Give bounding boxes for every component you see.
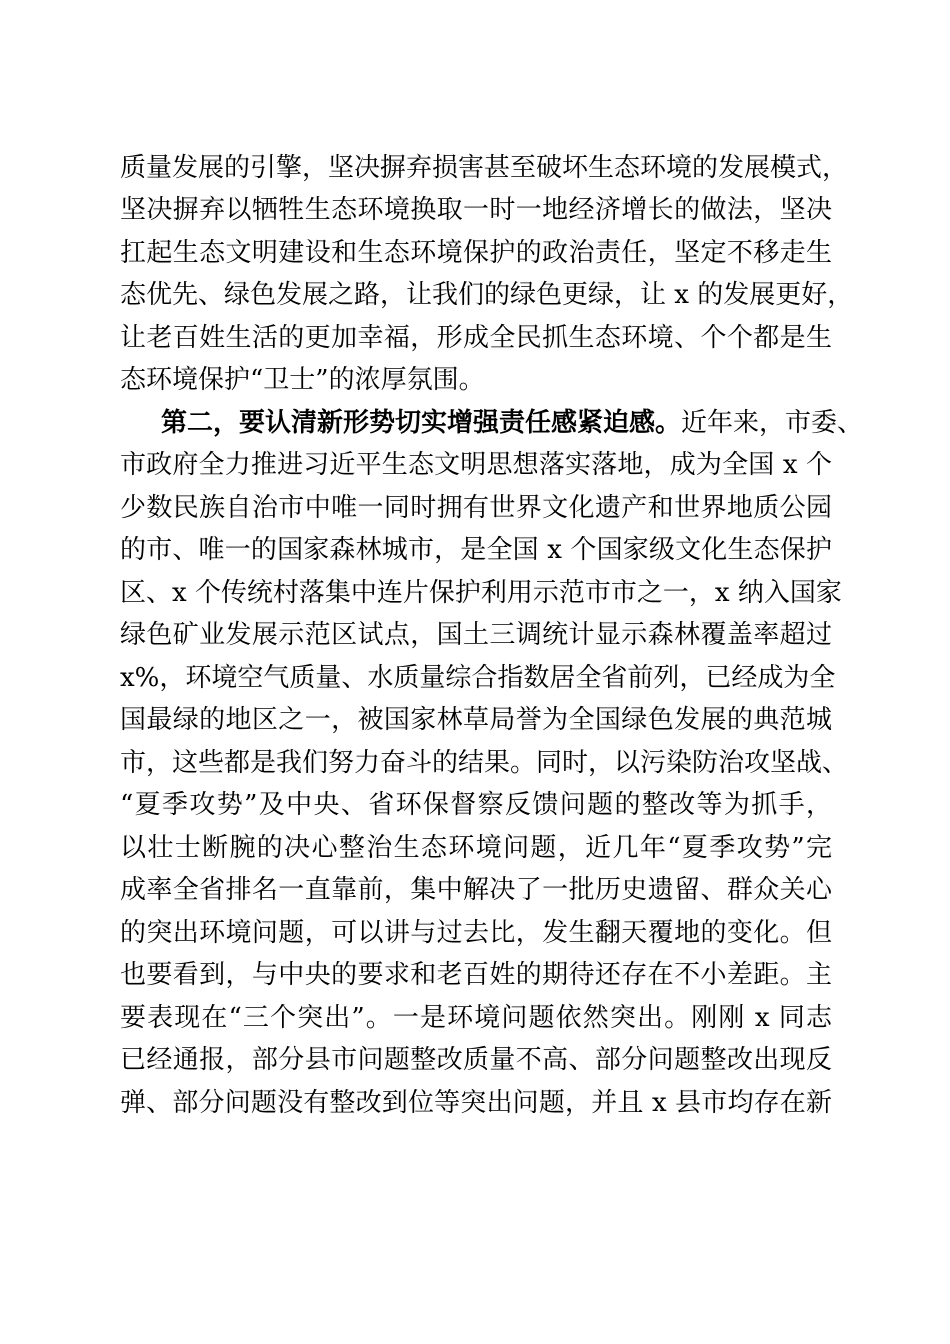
paragraph-2-line-10: “夏季攻势”及中央、省环保督察反馈问题的整改等为抓手， xyxy=(120,790,832,820)
paragraph-2-line-6: 绿色矿业发展示范区试点，国土三调统计显示森林覆盖率超过 xyxy=(120,620,832,650)
paragraph-2-line-1 xyxy=(161,403,864,443)
paragraph-2-line-14: 也要看到，与中央的要求和老百姓的期待还存在不小差距。主 xyxy=(120,960,832,990)
paragraph-2-line-16: 已经通报，部分县市问题整改质量不高、部分问题整改出现反 xyxy=(120,1045,832,1075)
paragraph-1-line-6: 态环境保护“卫士”的浓厚氛围。 xyxy=(120,365,485,395)
paragraph-2-line-8: 国最绿的地区之一，被国家林草局誉为全国绿色发展的典范城 xyxy=(120,705,832,735)
paragraph-2-line-3: 少数民族自治市中唯一同时拥有世界文化遗产和世界地质公园 xyxy=(120,493,832,523)
paragraph-2-line-13: 的突出环境问题，可以讲与过去比，发生翻天覆地的变化。但 xyxy=(120,918,832,948)
paragraph-2-line-7: x%，环境空气质量、水质量综合指数居全省前列，已经成为全 xyxy=(120,663,836,693)
paragraph-2-first-line-rest: 近年来，市委、 xyxy=(681,408,864,438)
paragraph-2-line-17: 弹、部分问题没有整改到位等突出问题，并且 x 县市均存在新 xyxy=(120,1088,832,1118)
paragraph-1-line-4: 态优先、绿色发展之路，让我们的绿色更绿，让 x 的发展更好， xyxy=(120,280,854,310)
paragraph-2-line-15: 要表现在“三个突出”。一是环境问题依然突出。刚刚 x 同志 xyxy=(120,1003,832,1033)
paragraph-2-heading: 第二，要认清新形势切实增强责任感紧迫感。 xyxy=(161,408,682,438)
paragraph-2-line-11: 以壮士断腕的决心整治生态环境问题，近几年“夏季攻势”完 xyxy=(120,833,832,863)
paragraph-2-line-4: 的市、唯一的国家森林城市，是全国 x 个国家级文化生态保护 xyxy=(120,535,832,565)
paragraph-1-line-3: 扛起生态文明建设和生态环境保护的政治责任，坚定不移走生 xyxy=(120,238,832,268)
paragraph-2-line-5: 区、x 个传统村落集中连片保护利用示范市市之一，x 纳入国家 xyxy=(120,578,842,608)
paragraph-2-line-2: 市政府全力推进习近平生态文明思想落实落地，成为全国 x 个 xyxy=(120,450,832,480)
paragraph-1-line-2: 坚决摒弃以牺牲生态环境换取一时一地经济增长的做法，坚决 xyxy=(120,195,832,225)
paragraph-2-line-9: 市，这些都是我们努力奋斗的结果。同时，以污染防治攻坚战、 xyxy=(120,748,849,778)
paragraph-1-line-1: 质量发展的引擎，坚决摒弃损害甚至破坏生态环境的发展模式， xyxy=(120,153,849,183)
paragraph-1-line-5: 让老百姓生活的更加幸福，形成全民抓生态环境、个个都是生 xyxy=(120,323,832,353)
paragraph-2-line-12: 成率全省排名一直靠前，集中解决了一批历史遗留、群众关心 xyxy=(120,875,832,905)
